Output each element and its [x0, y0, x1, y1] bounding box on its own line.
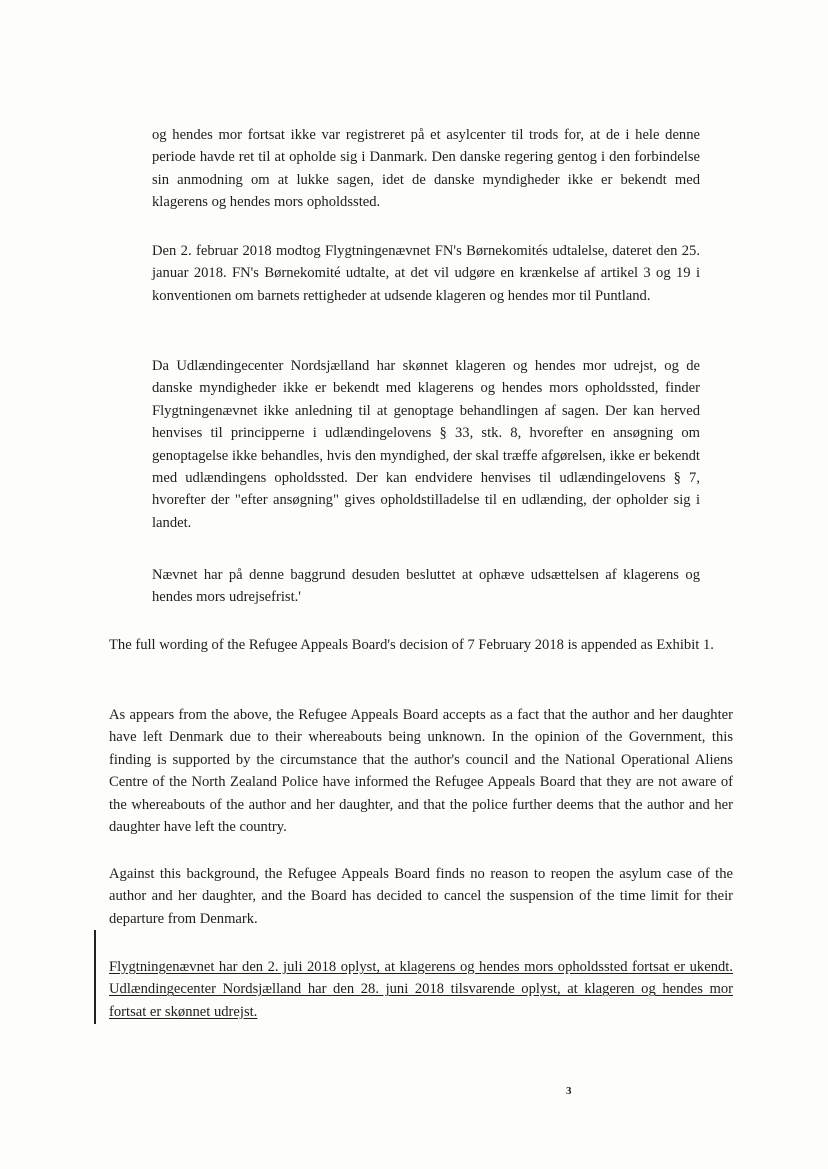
quoted-paragraph-1: og hendes mor fortsat ikke var registreret på et asylcenter til trods for, at de i hele denne periode havde ret til at opholde sig i Danmark. Den danske regering gentog i den forbindelse sin anmodning om at lukke sagen, idet de danske myndigheder ikke er bekendt med klagerens og hendes mors opholdssted.	[152, 127, 700, 211]
revision-margin-bar	[94, 930, 96, 1024]
body-paragraph-conclusion: Against this background, the Refugee Appeals Board finds no reason to reopen the asylum case of the author and her daughter, and the Board has decided to cancel the suspension of the time limit for their departure from Denmark.	[109, 866, 733, 927]
body-paragraph-exhibit: The full wording of the Refugee Appeals Board's decision of 7 February 2018 is appended as Exhibit 1.	[109, 637, 714, 653]
body-paragraph-findings: As appears from the above, the Refugee Appeals Board accepts as a fact that the author and her daughter have left Denmark due to their whereabouts being unknown. In the opinion of the Government, this finding is supported by the circumstance that the author's council and the National Operational Aliens Centre of the North Zealand Police have informed the Refugee Appeals Board that they are not aware of the whereabouts of the author and her daughter, and that the police further deems that the author and her daughter have left the country.	[109, 707, 733, 836]
quoted-paragraph-2: Den 2. februar 2018 modtog Flygtningenævnet FN's Børnekomités udtalelse, dateret den 25. januar 2018. FN's Børnekomité udtalte, at det vil udgøre en krænkelse af artikel 3 og 19 i konventionen om barnets rettigheder at udsende klageren og hendes mor til Puntland.	[152, 243, 700, 304]
page-number: 3	[566, 1085, 572, 1097]
quoted-paragraph-4: Nævnet har på denne baggrund desuden besluttet at ophæve udsættelsen af klagerens og hendes mors udrejsefrist.'	[152, 567, 700, 606]
quoted-paragraph-3: Da Udlændingecenter Nordsjælland har skønnet klageren og hendes mor udrejst, og de danske myndigheder ikke er bekendt med klagerens og hendes mors opholdssted, finder Flygtningenævnet ikke anledning til at genoptage behandlingen af sagen. Der kan herved henvises til principperne i udlændingelovens § 33, stk. 8, hvorefter en ansøgning om genoptagelse ikke behandles, hvis den myndighed, der skal træffe afgørelsen, ikke er bekendt med udlændingens opholdssted. Der kan endvidere henvises til udlændingelovens § 7, hvorefter der "efter ansøgning" gives opholdstilladelse til en udlænding, der opholder sig i landet.	[152, 358, 700, 531]
body-paragraph-inserted-update: Flygtningenævnet har den 2. juli 2018 oplyst, at klagerens og hendes mors opholdssted fortsat er ukendt. Udlændingecenter Nordsjælland har den 28. juni 2018 tilsvarende oplyst, at klageren og hendes mor fortsat er skønnet udrejst.	[109, 959, 733, 1020]
